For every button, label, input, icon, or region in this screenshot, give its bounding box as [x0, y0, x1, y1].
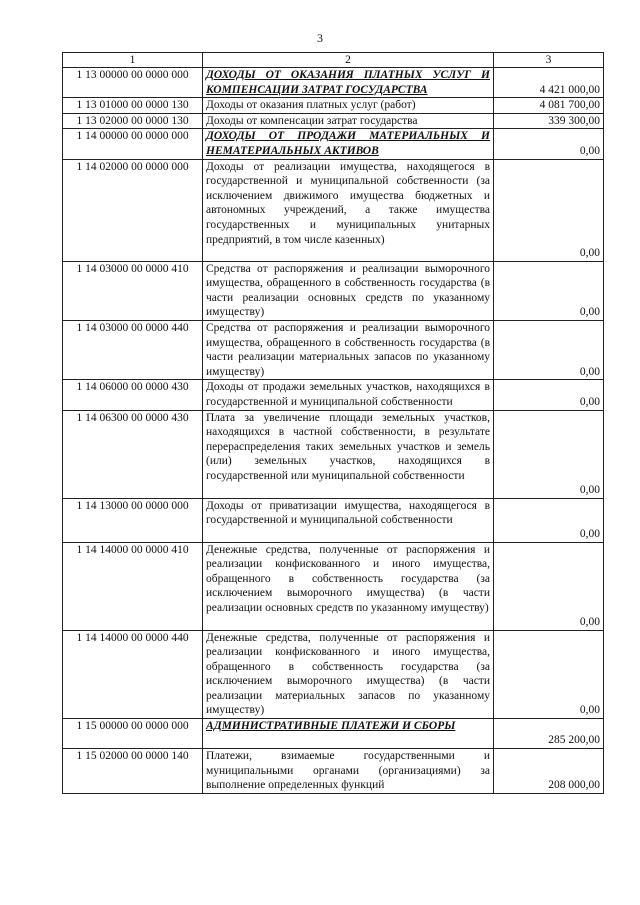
- row-name: Доходы от оказания платных услуг (работ): [203, 98, 494, 114]
- table-row: [63, 749, 604, 794]
- row-name: Доходы от компенсации затрат государства: [203, 113, 494, 129]
- row-name: Доходы от реализации имущества, находящегося в государственной и муниципальной собственности (за исключением движимого имущества бюджетных и автономных учреждений, а также имущества государственных и муниципальных унитарных предприятий, в том числе казенных): [203, 159, 494, 261]
- row-code: 1 14 14000 00 0000 440: [63, 630, 203, 719]
- row-code: 1 14 00000 00 0000 000: [63, 129, 203, 159]
- table-row: [63, 410, 604, 498]
- row-code: 1 14 03000 00 0000 410: [63, 261, 203, 320]
- row-amount: 4 421 000,00: [494, 68, 604, 98]
- table-body: [63, 53, 604, 794]
- row-amount: 0,00: [494, 129, 604, 159]
- row-amount: 0,00: [494, 261, 604, 320]
- row-amount: 0,00: [494, 498, 604, 542]
- row-code: 1 13 01000 00 0000 130: [63, 98, 203, 114]
- row-name: ДОХОДЫ ОТ ПРОДАЖИ МАТЕРИАЛЬНЫХ И НЕМАТЕРИАЛЬНЫХ АКТИВОВ: [203, 129, 494, 159]
- table-row: [63, 498, 604, 542]
- row-amount: 0,00: [494, 542, 604, 630]
- table-header-row: [63, 53, 604, 68]
- row-name: Денежные средства, полученные от распоряжения и реализации конфискованного и иного имущества, обращенного в собственность государства (за исключением выморочного имущества) (в части реализации материальных запасов по указанному имуществу): [203, 630, 494, 719]
- row-amount: 4 081 700,00: [494, 98, 604, 114]
- row-name: Средства от распоряжения и реализации выморочного имущества, обращенного в собственность государства (в части реализации материальных запасов по указанному имуществу): [203, 320, 494, 379]
- header-col-2: 2: [203, 53, 494, 68]
- row-amount: 339 300,00: [494, 113, 604, 129]
- row-name: Денежные средства, полученные от распоряжения и реализации конфискованного и иного имущества, обращенного в собственность государства (за исключением выморочного имущества) (в части реализации основных средств по указанному имуществу): [203, 542, 494, 630]
- row-code: 1 13 00000 00 0000 000: [63, 68, 203, 98]
- row-code: 1 13 02000 00 0000 130: [63, 113, 203, 129]
- row-name: Доходы от приватизации имущества, находящегося в государственной и муниципальной собственности: [203, 498, 494, 542]
- table-row: [63, 261, 604, 320]
- row-code: 1 15 02000 00 0000 140: [63, 749, 203, 794]
- row-code: 1 15 00000 00 0000 000: [63, 719, 203, 749]
- row-name: АДМИНИСТРАТИВНЫЕ ПЛАТЕЖИ И СБОРЫ: [203, 719, 494, 749]
- row-amount: 0,00: [494, 320, 604, 379]
- table-row: [63, 380, 604, 410]
- header-col-3: 3: [494, 53, 604, 68]
- row-amount: 0,00: [494, 630, 604, 719]
- table-row: [63, 542, 604, 630]
- table-row: [63, 98, 604, 114]
- row-name: Плата за увеличение площади земельных участков, находящихся в частной собственности, в результате перераспределения таких земельных участков и земель (или) земельных участков, находящихся в государственной или муниципальной собственности: [203, 410, 494, 498]
- table-row: [63, 630, 604, 719]
- row-amount: 0,00: [494, 159, 604, 261]
- row-code: 1 14 06300 00 0000 430: [63, 410, 203, 498]
- row-code: 1 14 13000 00 0000 000: [63, 498, 203, 542]
- row-code: 1 14 06000 00 0000 430: [63, 380, 203, 410]
- table-row: [63, 129, 604, 159]
- row-code: 1 14 03000 00 0000 440: [63, 320, 203, 379]
- row-name: Платежи, взимаемые государственными и муниципальными органами (организациями) за выполнение определенных функций: [203, 749, 494, 794]
- row-name: Средства от распоряжения и реализации выморочного имущества, обращенного в собственность государства (в части реализации основных средств по указанному имуществу): [203, 261, 494, 320]
- page-number: 3: [317, 31, 323, 45]
- row-code: 1 14 02000 00 0000 000: [63, 159, 203, 261]
- table-row: [63, 68, 604, 98]
- row-amount: 285 200,00: [494, 719, 604, 749]
- row-code: 1 14 14000 00 0000 410: [63, 542, 203, 630]
- row-amount: 0,00: [494, 410, 604, 498]
- revenue-table: [62, 52, 604, 794]
- table-row: [63, 113, 604, 129]
- table-row: [63, 159, 604, 261]
- row-name: Доходы от продажи земельных участков, находящихся в государственной и муниципальной собственности: [203, 380, 494, 410]
- row-amount: 208 000,00: [494, 749, 604, 794]
- header-col-1: 1: [63, 53, 203, 68]
- row-amount: 0,00: [494, 380, 604, 410]
- table-row: [63, 719, 604, 749]
- table-row: [63, 320, 604, 379]
- row-name: ДОХОДЫ ОТ ОКАЗАНИЯ ПЛАТНЫХ УСЛУГ И КОМПЕНСАЦИИ ЗАТРАТ ГОСУДАРСТВА: [203, 68, 494, 98]
